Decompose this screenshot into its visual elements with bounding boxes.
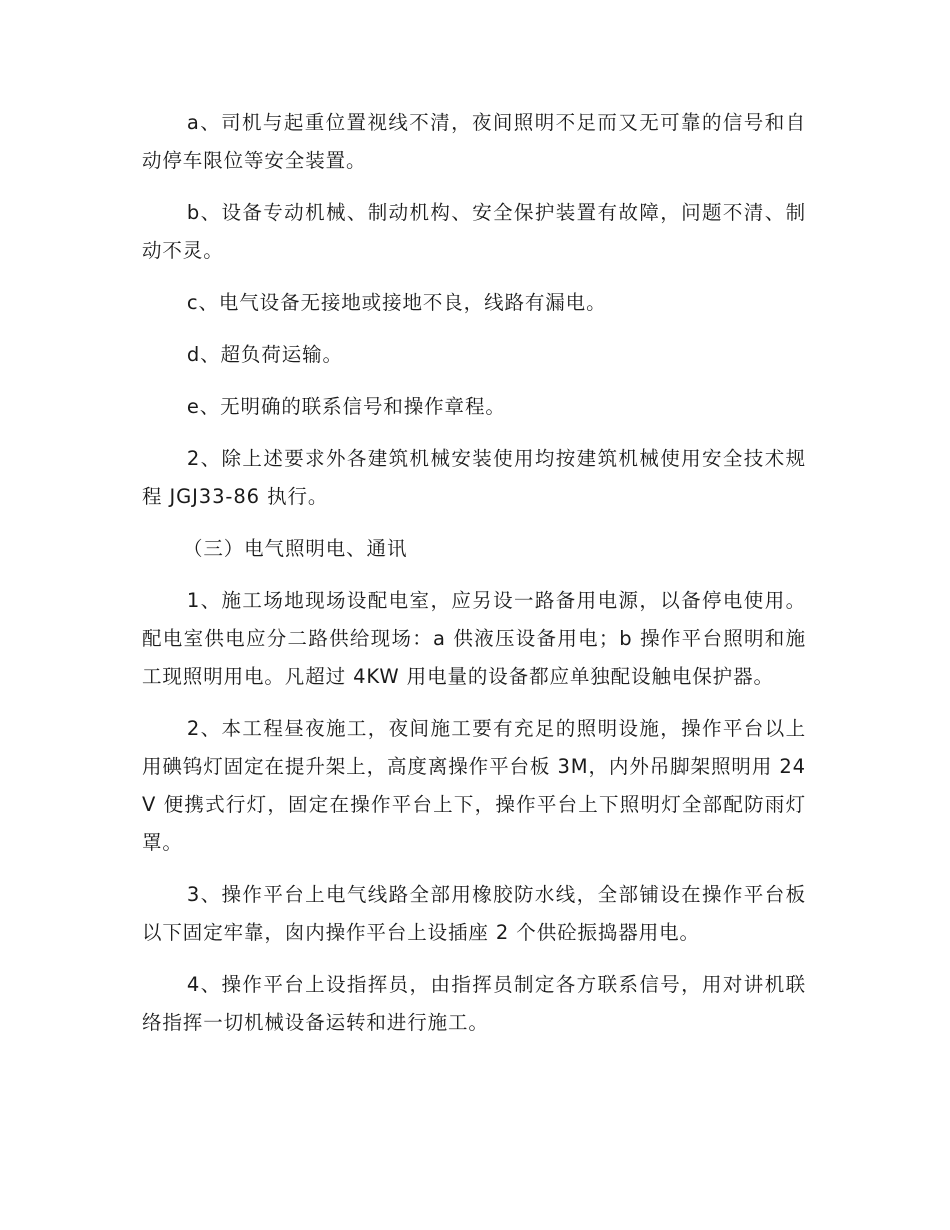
paragraph-1-power-room: 1、施工场地现场设配电室，应另设一路备用电源，以备停电使用。配电室供电应分二路供给现场：a 供液压设备用电；b 操作平台照明和施工现照明用电。凡超过 4KW 用电量的设备都应单独配设触电保护器。 xyxy=(142,589,806,688)
document-body xyxy=(142,104,806,1056)
paragraph-e-signals: e、无明确的联系信号和操作章程。 xyxy=(186,395,506,418)
paragraph-d-overload: d、超负荷运输。 xyxy=(186,343,343,366)
paragraph-3-wiring: 3、操作平台上电气线路全部用橡胶防水线，全部铺设在操作平台板以下固定牢靠，囱内操作平台上设插座 2 个供砼振捣器用电。 xyxy=(142,883,806,944)
section-heading-electrical: （三）电气照明电、通讯 xyxy=(182,537,408,560)
paragraph-2-lighting: 2、本工程昼夜施工，夜间施工要有充足的照明设施，操作平台以上用碘钨灯固定在提升架上，高度离操作平台板 3M，内外吊脚架照明用 24V 便携式行灯，固定在操作平台上下，操作平台上下照明灯全部配防雨灯罩。 xyxy=(142,717,806,854)
paragraph-b-mechanism-faults: b、设备专动机械、制动机构、安全保护装置有故障，问题不清、制动不灵。 xyxy=(142,201,806,262)
paragraph-4-commander: 4、操作平台上设指挥员，由指挥员制定各方联系信号，用对讲机联络指挥一切机械设备运转和进行施工。 xyxy=(142,973,806,1034)
paragraph-c-grounding: c、电气设备无接地或接地不良，线路有漏电。 xyxy=(186,291,607,314)
paragraph-2-regulations: 2、除上述要求外各建筑机械安装使用均按建筑机械使用安全技术规程 JGJ33-86 执行。 xyxy=(142,447,806,508)
paragraph-a-crane-visibility: a、司机与起重位置视线不清，夜间照明不足而又无可靠的信号和自动停车限位等安全装置。 xyxy=(142,111,806,172)
